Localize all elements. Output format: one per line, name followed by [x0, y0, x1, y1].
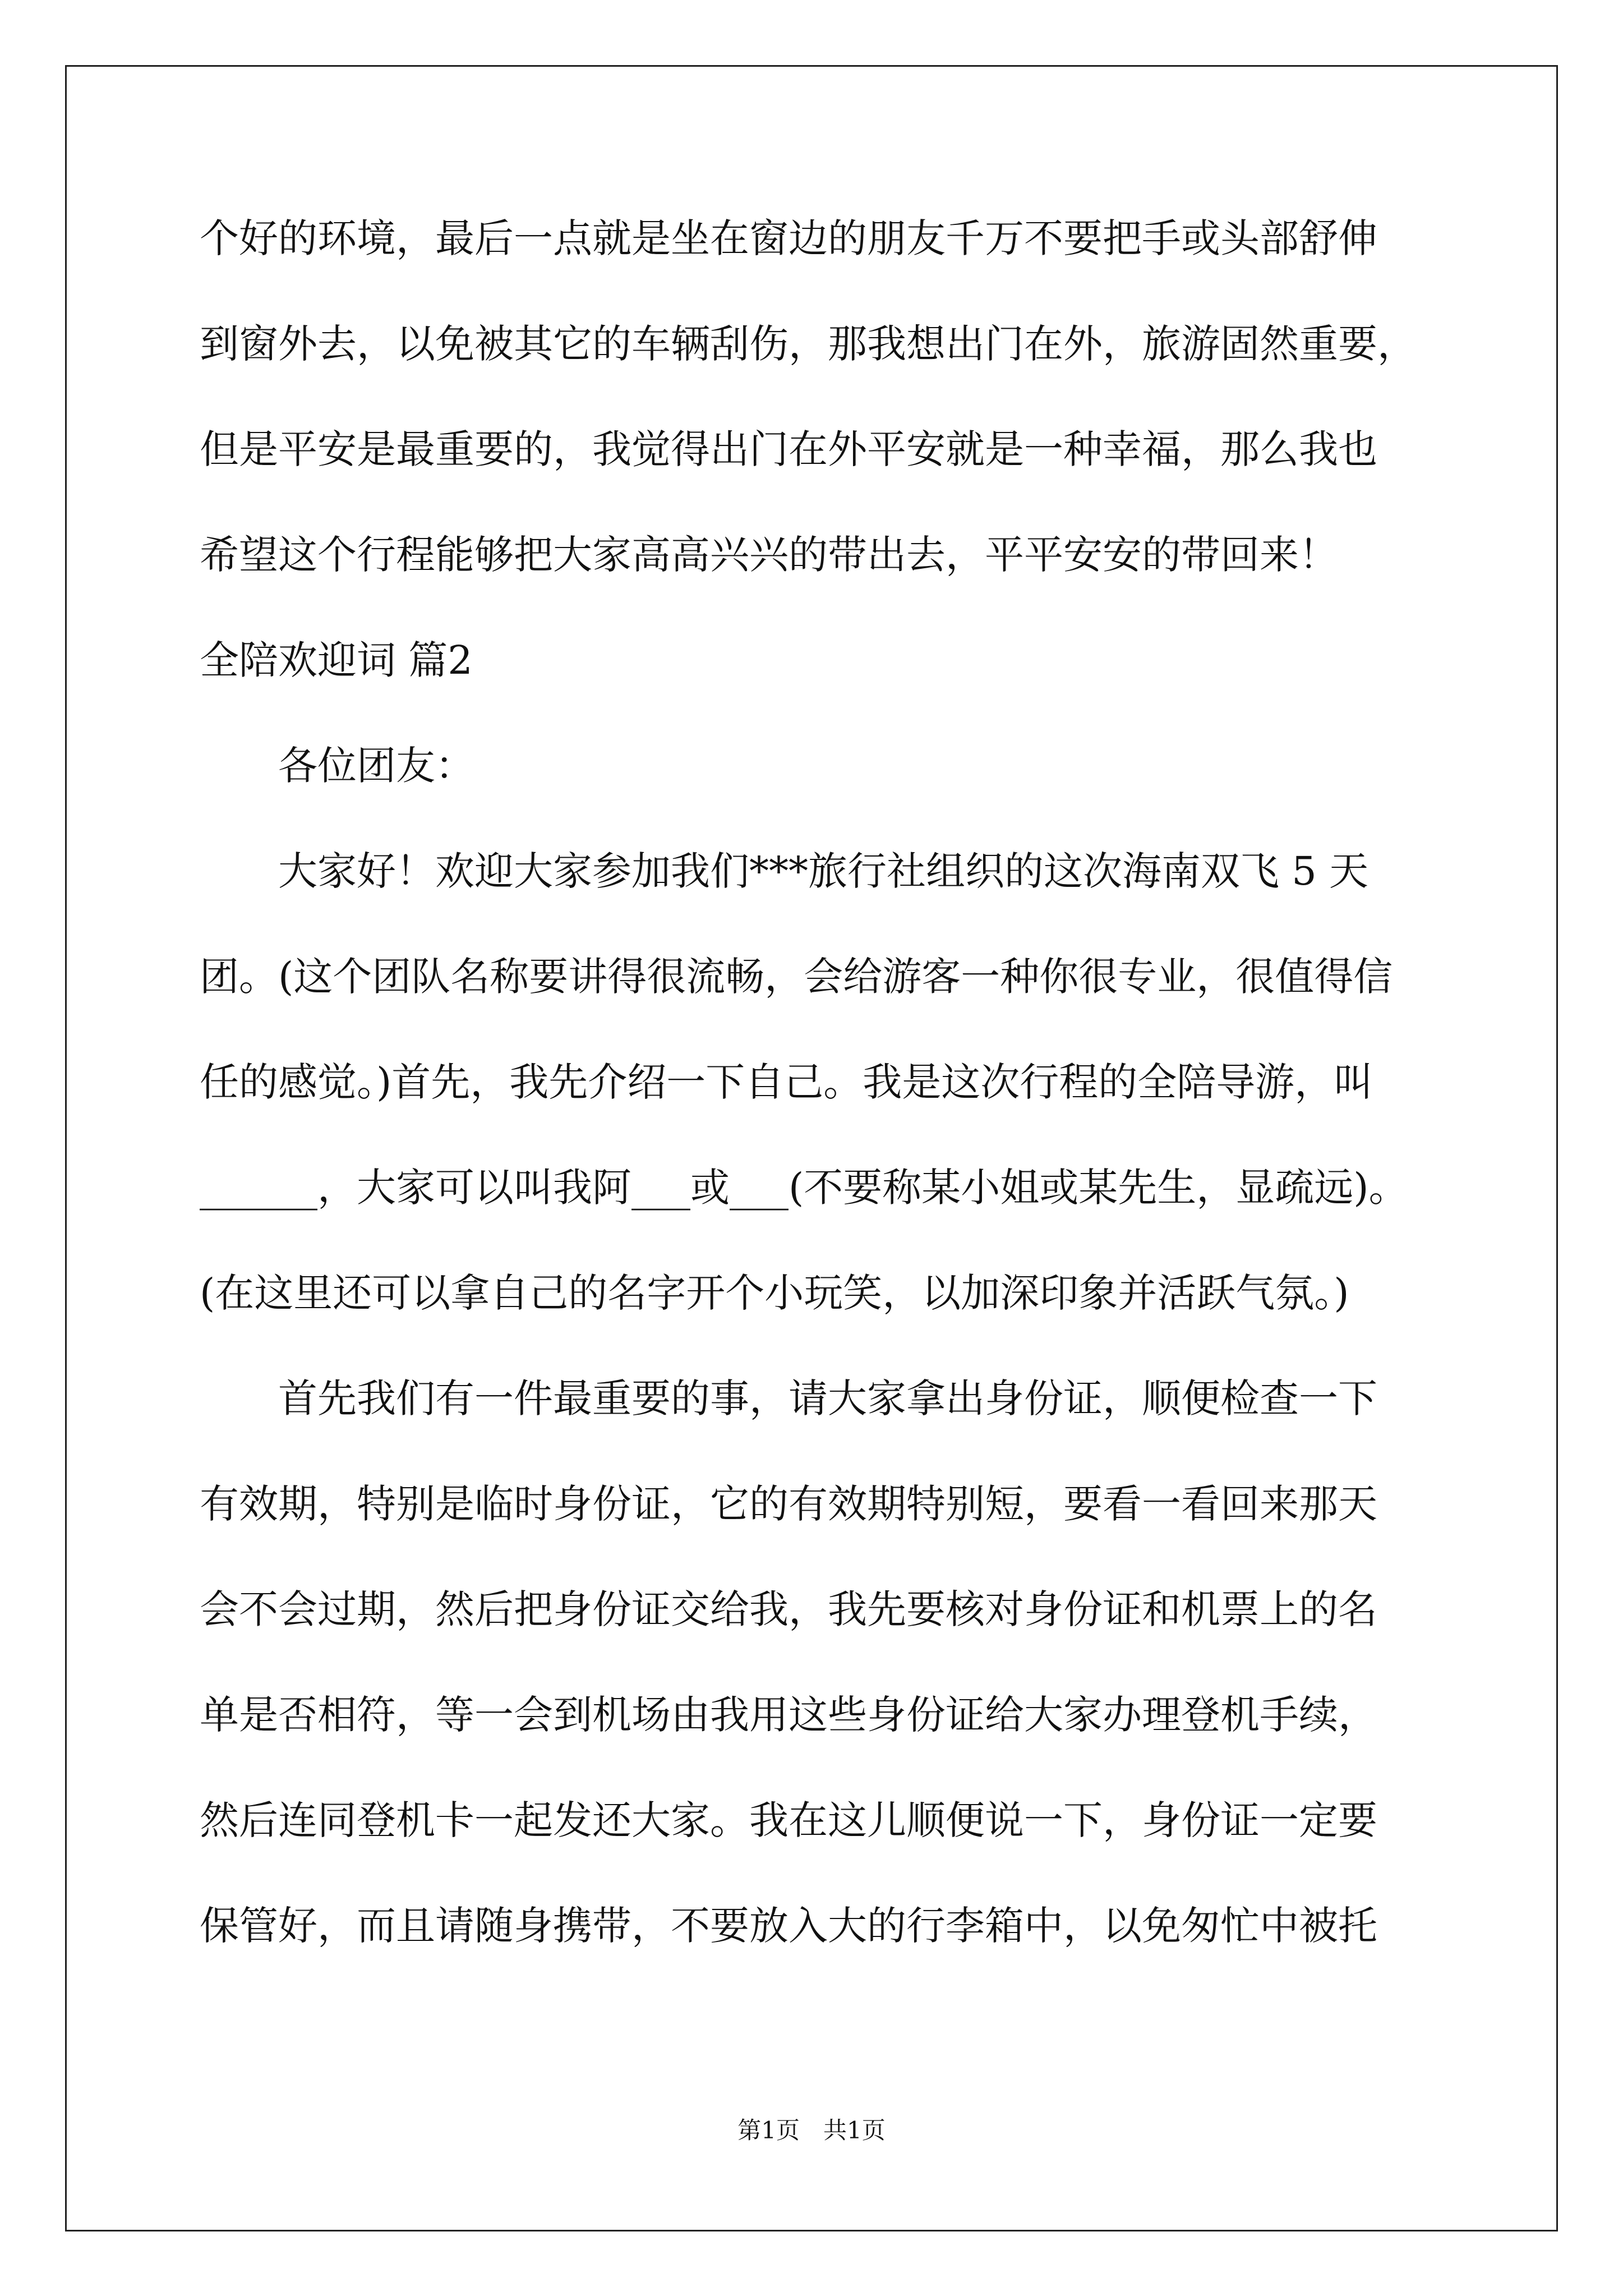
paragraph-line: 到窗外去，以免被其它的车辆刮伤，那我想出门在外，旅游固然重要， — [200, 321, 1417, 367]
paragraph-line: 会不会过期，然后把身份证交给我，我先要核对身份证和机票上的名 — [200, 1586, 1377, 1632]
paragraph-line: 团。(这个团队名称要讲得很流畅，会给游客一种你很专业，很值得信 — [200, 954, 1393, 1000]
paragraph-line: 然后连同登机卡一起发还大家。我在这儿顺便说一下，身份证一定要 — [200, 1797, 1377, 1843]
paragraph-line: (在这里还可以拿自己的名字开个小玩笑，以加深印象并活跃气氛。) — [200, 1270, 1349, 1316]
paragraph-line: 任的感觉。)首先，我先介绍一下自己。我是这次行程的全陪导游，叫 — [200, 1059, 1373, 1105]
paragraph-line: 单是否相符，等一会到机场由我用这些身份证给大家办理登机手续， — [200, 1692, 1377, 1738]
paragraph-line: 但是平安是最重要的，我觉得出门在外平安就是一种幸福，那么我也 — [200, 426, 1377, 472]
section-heading: 全陪欢迎词 篇2 — [200, 637, 473, 683]
paragraph-line: 大家好！欢迎大家参加我们***旅行社组织的这次海南双飞 5 天 — [278, 848, 1369, 894]
paragraph-line: 首先我们有一件最重要的事，请大家拿出身份证，顺便检查一下 — [278, 1375, 1377, 1421]
paragraph-line: ______，大家可以叫我阿___或___(不要称某小姐或某先生，显疏远)。 — [200, 1165, 1408, 1211]
salutation: 各位团友： — [278, 743, 474, 789]
paragraph-line: 个好的环境，最后一点就是坐在窗边的朋友千万不要把手或头部舒伸 — [200, 215, 1377, 261]
paragraph-line: 保管好，而且请随身携带，不要放入大的行李箱中，以免匆忙中被托 — [200, 1903, 1377, 1949]
page-number-footer: 第1页 共1页 — [737, 2116, 886, 2144]
paragraph-line: 有效期，特别是临时身份证，它的有效期特别短，要看一看回来那天 — [200, 1481, 1377, 1527]
paragraph-line: 希望这个行程能够把大家高高兴兴的带出去，平平安安的带回来！ — [200, 532, 1338, 578]
